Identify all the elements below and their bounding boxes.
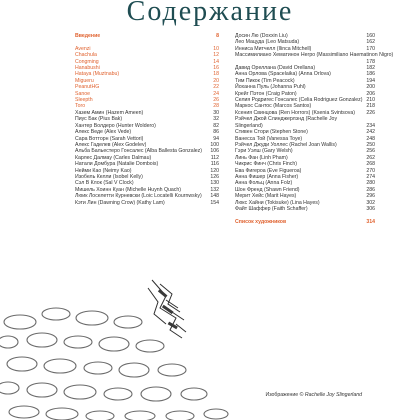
toc-entry-name: Хазем Амин (Hazem Ameen) bbox=[75, 109, 144, 116]
toc-entry-page: 270 bbox=[366, 167, 375, 174]
toc-entry-page: 248 bbox=[366, 135, 375, 142]
toc-entry-page: 106 bbox=[210, 148, 219, 155]
toc-entry-name: Гэри Уэлш (Gary Welsh) bbox=[235, 148, 293, 155]
toc-entry-illustrators-list[interactable] bbox=[235, 219, 375, 225]
toc-entry-name: Люкс Хайни (Tokisuke) (Lina Hayes) bbox=[235, 199, 320, 206]
toc-entry-page: 218 bbox=[366, 103, 375, 110]
toc-entry-name: Hataya (Muztnabu) bbox=[75, 71, 120, 78]
artist-list-left bbox=[75, 110, 219, 206]
toc-entry-page: 302 bbox=[366, 199, 375, 206]
toc-entry-page: 10 bbox=[213, 45, 219, 52]
toc-entry-page: 226 bbox=[366, 109, 375, 116]
toc-entry-name: Сара Вотторн (Sarah Vettori) bbox=[75, 135, 144, 142]
toc-entry-page: 250 bbox=[366, 141, 375, 148]
toc-entry-page: 32 bbox=[213, 116, 219, 123]
toc-entry-page: 116 bbox=[210, 161, 219, 168]
toc-entry-name: Список художников bbox=[235, 218, 287, 225]
toc-entry-page: 178 bbox=[366, 58, 375, 65]
toc-entry-page: 20 bbox=[213, 77, 219, 84]
toc-entry-name: Сэл В Клок (Sal V Clock) bbox=[75, 180, 134, 187]
toc-entry-page: 112 bbox=[210, 154, 219, 161]
toc-entry-name: Алекс Веде (Alex Vede) bbox=[75, 129, 132, 136]
toc-entry-name: Линь Фан (Linh Pham) bbox=[235, 154, 288, 161]
toc-entry-page: 24 bbox=[213, 90, 219, 97]
toc-entry-name: Файт Шаффер (Faith Schaffer) bbox=[235, 205, 308, 212]
toc-entry-name: Migueru bbox=[75, 77, 94, 84]
toc-entry-page: 148 bbox=[210, 193, 219, 200]
toc-entry-page: 14 bbox=[213, 58, 219, 65]
toc-entry-name: Крейг Пэтон (Craig Paton) bbox=[235, 90, 297, 97]
toc-entry-page: 186 bbox=[366, 71, 375, 78]
toc-entry-name: Инниса Митчелл (Ilinca Mitchell) bbox=[235, 45, 312, 52]
toc-entry-name: Рэйчел Джуди Уоллес (Rachel Joan Wallis) bbox=[235, 141, 337, 148]
toc-entry-name: Sleepth bbox=[75, 97, 93, 104]
toc-entry[interactable] bbox=[75, 200, 219, 206]
toc-entry-name: Рэйчел Джой Слинджерлэнд (Rachelle Joy bbox=[235, 116, 338, 123]
brand-list bbox=[75, 46, 219, 110]
toc-entry-name: Карлес Далмау (Carles Dalmau) bbox=[75, 154, 152, 161]
toc-entry-page: 280 bbox=[366, 180, 375, 187]
toc-entry-name: Анна Фольц (Anna Folz) bbox=[235, 180, 293, 187]
toc-entry-name: Slingerland) bbox=[235, 122, 263, 129]
toc-entry-name: Hanabushi bbox=[75, 65, 100, 72]
toc-entry-page: 86 bbox=[213, 129, 219, 136]
toc-entry-name: Sanoe bbox=[75, 90, 91, 97]
toc-entry-page: 306 bbox=[366, 205, 375, 212]
toc-entry-name: Давид Орелланa (David Orellana) bbox=[235, 65, 316, 72]
toc-entry-page: 268 bbox=[366, 161, 375, 168]
toc-entry-page: 210 bbox=[366, 97, 375, 104]
toc-entry-name: Congming bbox=[75, 58, 99, 65]
toc-entry-page: 28 bbox=[213, 103, 219, 110]
toc-entry-page: 262 bbox=[366, 154, 375, 161]
toc-entry-name: Лео Мацуда (Leo Matsuda) bbox=[235, 39, 300, 46]
toc-entry-name: Люик Лоселетти Курневски (Loic Locatelli Kournwsky) bbox=[75, 193, 202, 200]
toc-entry-page: 16 bbox=[213, 65, 219, 72]
toc-entry-name: Стивен Стори (Stephen Stone) bbox=[235, 129, 308, 136]
toc-entry-name: Селия Родригес Гонсалес (Celia Rodriguez Gonzalez) bbox=[235, 97, 363, 104]
toc-entry-name: Мерит Хейс (Marit Hayes) bbox=[235, 193, 297, 200]
toc-entry-page: 200 bbox=[366, 84, 375, 91]
toc-entry-name: Ева Фигероа (Eve Figueroa) bbox=[235, 167, 302, 174]
toc-entry-page: 242 bbox=[366, 129, 375, 136]
caption-prefix: Изображение © bbox=[265, 392, 304, 398]
caption-artist-name: Rachelle Joy Slingerland bbox=[304, 392, 362, 398]
toc-entry-name: Ванесса Той (Vanessa Toye) bbox=[235, 135, 303, 142]
toc-entry-page: 132 bbox=[210, 186, 219, 193]
toc-entry-page: 314 bbox=[366, 218, 375, 225]
toc-entry-name: Пиус Бак (Pius Bak) bbox=[75, 116, 123, 123]
toc-entry[interactable] bbox=[235, 206, 375, 212]
toc-entry-page: 162 bbox=[366, 39, 375, 46]
toc-entry-name: Тим Пикок (Tim Peacock) bbox=[235, 77, 295, 84]
toc-entry-page: 160 bbox=[366, 33, 375, 39]
toc-entry-page: 94 bbox=[213, 135, 219, 142]
toc-entry-page: 120 bbox=[210, 167, 219, 174]
toc-entry-page: 8 bbox=[216, 33, 219, 39]
toc-entry-name: Альба Бальестеро Гонсалес (Alba Ballesta Gonzalez) bbox=[75, 148, 203, 155]
toc-entry-name: Ксения Свинцова (Ren Horrors) (Ksenia Svintsova) bbox=[235, 109, 355, 116]
toc-entry-name: Алекс Гаделев (Alex Godelev) bbox=[75, 141, 147, 148]
page-title: Содержание bbox=[126, 0, 294, 27]
toc-entry[interactable] bbox=[235, 52, 394, 59]
toc-entry-name: Avenzi bbox=[75, 45, 91, 52]
toc-entry-page: 82 bbox=[213, 122, 219, 129]
toc-entry-name: Массимилиано Хематинон Негро (Massimiliano Haematinon Nigro) bbox=[235, 52, 394, 59]
toc-entry-page: 274 bbox=[366, 173, 375, 180]
toc-entry-name: Введение bbox=[75, 33, 101, 39]
artist-list-right bbox=[235, 33, 394, 212]
toc-entry-name: Chachula bbox=[75, 52, 97, 59]
toc-entry-name: Кэти Лин (Dawning Crow) (Kathy Lam) bbox=[75, 199, 165, 206]
toc-entry-page: 194 bbox=[366, 77, 375, 84]
toc-entry-name: Анна Фишер (Anna Fisher) bbox=[235, 173, 299, 180]
toc-entry-intro[interactable] bbox=[75, 33, 219, 39]
toc-entry-page: 12 bbox=[213, 52, 219, 59]
toc-entry-page: 182 bbox=[366, 65, 375, 72]
image-caption bbox=[265, 392, 362, 398]
toc-left-column bbox=[75, 33, 219, 206]
toc-entry-name: Маркос Сантос (Marcos Santos) bbox=[235, 103, 312, 110]
toc-entry-name: Изобель Келли (Isobel Kelly) bbox=[75, 173, 143, 180]
toc-entry-page: 154 bbox=[210, 199, 219, 206]
pebble-sketch-illustration bbox=[0, 278, 250, 420]
toc-entry-page: 206 bbox=[366, 90, 375, 97]
toc-entry-page: 296 bbox=[366, 193, 375, 200]
toc-entry-page: 234 bbox=[366, 122, 375, 129]
toc-entry-page: 170 bbox=[366, 45, 375, 52]
toc-right-column bbox=[235, 33, 394, 225]
toc-entry-name: Натали Домбура (Natalie Dombois) bbox=[75, 161, 159, 168]
toc-entry-name: Анна Орлова (Spacelaika) (Anna Orlova) bbox=[235, 71, 331, 78]
toc-entry-name: Шон Френд (Shawn Friend) bbox=[235, 186, 300, 193]
toc-entry-name: Мишель Хоинн Куан (Michelle Huynh Quach) bbox=[75, 186, 182, 193]
toc-entry-page: 18 bbox=[213, 71, 219, 78]
toc-entry-page: 256 bbox=[366, 148, 375, 155]
toc-entry-page: 22 bbox=[213, 84, 219, 91]
toc-entry-page: 130 bbox=[210, 180, 219, 187]
toc-entry-name: Toro bbox=[75, 103, 86, 110]
toc-entry-name: Досин Лю (Doxxin Liu) bbox=[235, 33, 288, 39]
toc-entry-name: Йоханна Пуль (Johanna Puhl) bbox=[235, 84, 306, 91]
toc-entry-name: Чикрис Финч (Chris Finch) bbox=[235, 161, 297, 168]
toc-entry-page: 286 bbox=[366, 186, 375, 193]
toc-entry-page: 26 bbox=[213, 97, 219, 104]
toc-entry-page: 100 bbox=[210, 141, 219, 148]
toc-entry-name: PeanutHG bbox=[75, 84, 100, 91]
toc-entry-page: 126 bbox=[210, 173, 219, 180]
toc-entry-page: 30 bbox=[213, 109, 219, 116]
toc-entry-name: Нейми Као (Neimy Kao) bbox=[75, 167, 132, 174]
toc-entry-name: Хантер Волдеро (Hunter Woldero) bbox=[75, 122, 156, 129]
